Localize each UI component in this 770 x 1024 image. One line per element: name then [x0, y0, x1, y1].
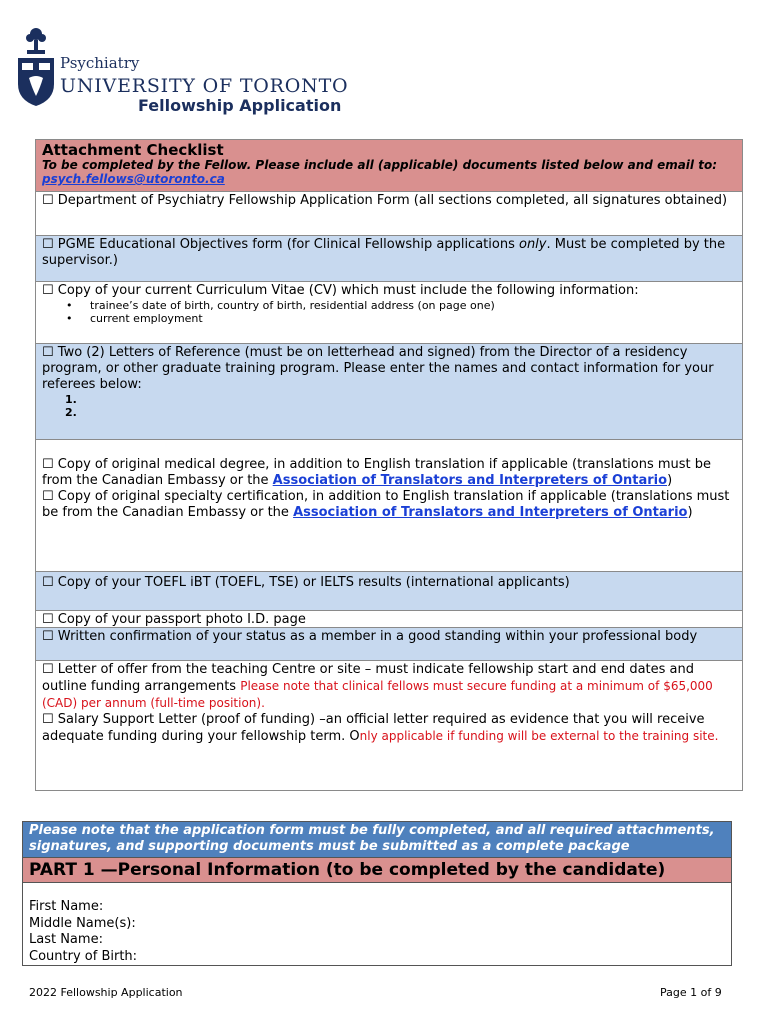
atio-link[interactable]: Association of Translators and Interpreters of Ontario: [293, 505, 688, 520]
checklist-title: Attachment Checklist: [42, 141, 224, 159]
footer-page-number: Page 1 of 9: [660, 986, 722, 999]
item-specialty-certification: ☐ Copy of original specialty certification, in addition to English translation if applicable (translations must be from the Canadian Embassy or the Association of Translators and Interpreters of Ontario): [42, 489, 730, 520]
referee-number: 1.: [65, 393, 77, 406]
checkbox[interactable]: ☐: [42, 345, 54, 360]
item-text: Department of Psychiatry Fellowship Application Form (all sections completed, all signatures obtained): [57, 193, 728, 208]
checklist-item-references: [36, 344, 742, 440]
list-item: • trainee’s date of birth, country of birth, residential address (on page one): [90, 299, 736, 312]
country-of-birth-field[interactable]: Country of Birth:: [29, 948, 138, 964]
last-name-field[interactable]: Last Name:: [29, 932, 103, 947]
checkbox[interactable]: ☐: [42, 712, 54, 727]
university-crest-logo: [16, 26, 56, 108]
checkbox[interactable]: ☐: [42, 283, 54, 298]
checklist-item-good-standing: [36, 628, 742, 661]
item-text: Copy of your TOEFL iBT (TOEFL, TSE) or IELTS results (international applicants): [57, 575, 570, 590]
checklist-item-passport: [36, 611, 742, 628]
atio-link[interactable]: Association of Translators and Interpreters of Ontario: [272, 473, 668, 488]
checkbox[interactable]: ☐: [42, 629, 54, 644]
referee-number: 2.: [65, 406, 77, 419]
checklist-item-pgme-form: [36, 236, 742, 282]
checklist-item-degrees: [36, 440, 742, 572]
page-title: Fellowship Application: [138, 96, 342, 115]
part1-heading: PART 1 —Personal Information (to be completed by the candidate): [23, 857, 731, 882]
item-salary-support: ☐ Salary Support Letter (proof of funding) –an official letter required as evidence that you will receive adequate funding during your fellowship term. Only applicable if funding will be external to the training site.: [42, 712, 719, 744]
checklist-item-application-form: [36, 192, 742, 236]
checklist-item-offer-and-funding: [36, 661, 742, 790]
external-funding-note: nly applicable if funding will be external to the training site.: [359, 729, 719, 743]
footer-document-title: 2022 Fellowship Application: [29, 986, 183, 999]
checkbox[interactable]: ☐: [42, 662, 54, 677]
checklist-item-language-test: [36, 572, 742, 611]
email-link[interactable]: psych.fellows@utoronto.ca: [42, 172, 225, 186]
checkbox[interactable]: ☐: [42, 457, 54, 472]
item-letter-of-offer: ☐ Letter of offer from the teaching Centre or site – must indicate fellowship start and end dates and outline funding arrangements Please note that clinical fellows must secure funding at a minimum of $65,000 (CAD) per annum (full-time position).: [42, 662, 713, 710]
middle-name-field[interactable]: Middle Name(s):: [29, 915, 136, 931]
checklist-item-cv: [36, 282, 742, 344]
checklist-instruction: To be completed by the Fellow. Please include all (applicable) documents listed below and email to: psych.fellows@utoronto.ca: [42, 158, 717, 186]
checkbox[interactable]: ☐: [42, 193, 54, 208]
funding-warning: Please note that clinical fellows must secure funding at a minimum of $65,000 (CAD) per annum (full-time position).: [42, 679, 713, 710]
personal-info-section: [22, 821, 732, 966]
checklist-header: [36, 140, 742, 192]
item-text: Two (2) Letters of Reference (must be on letterhead and signed) from the Director of a residency program, or other graduate training program. Please enter the names and contact information for your referees below:: [42, 345, 714, 392]
checkbox[interactable]: ☐: [42, 612, 54, 627]
checkbox[interactable]: ☐: [42, 237, 54, 252]
item-text: Copy of your current Curriculum Vitae (CV) which must include the following information:: [57, 283, 639, 298]
checkbox[interactable]: ☐: [42, 489, 54, 504]
personal-info-fields: [23, 882, 731, 965]
item-text: Written confirmation of your status as a member in a good standing within your professional body: [57, 629, 698, 644]
completion-notice: Please note that the application form must be fully completed, and all required attachments, signatures, and supporting documents must be submitted as a complete package: [23, 822, 731, 857]
item-text: PGME Educational Objectives form (for Clinical Fellowship applications only. Must be completed by the supervisor.): [42, 237, 726, 268]
item-text: Copy of your passport photo I.D. page: [57, 612, 306, 627]
cv-requirements-list: [42, 299, 736, 325]
university-name: UNIVERSITY OF TORONTO: [60, 75, 349, 97]
item-medical-degree: ☐ Copy of original medical degree, in addition to English translation if applicable (translations must be from the Canadian Embassy or the Association of Translators and Interpreters of Ontario): [42, 457, 712, 488]
list-item: • current employment: [90, 312, 736, 325]
first-name-field[interactable]: First Name:: [29, 899, 104, 914]
attachment-checklist-table: [35, 139, 743, 791]
department-name: Psychiatry: [60, 54, 140, 72]
checkbox[interactable]: ☐: [42, 575, 54, 590]
